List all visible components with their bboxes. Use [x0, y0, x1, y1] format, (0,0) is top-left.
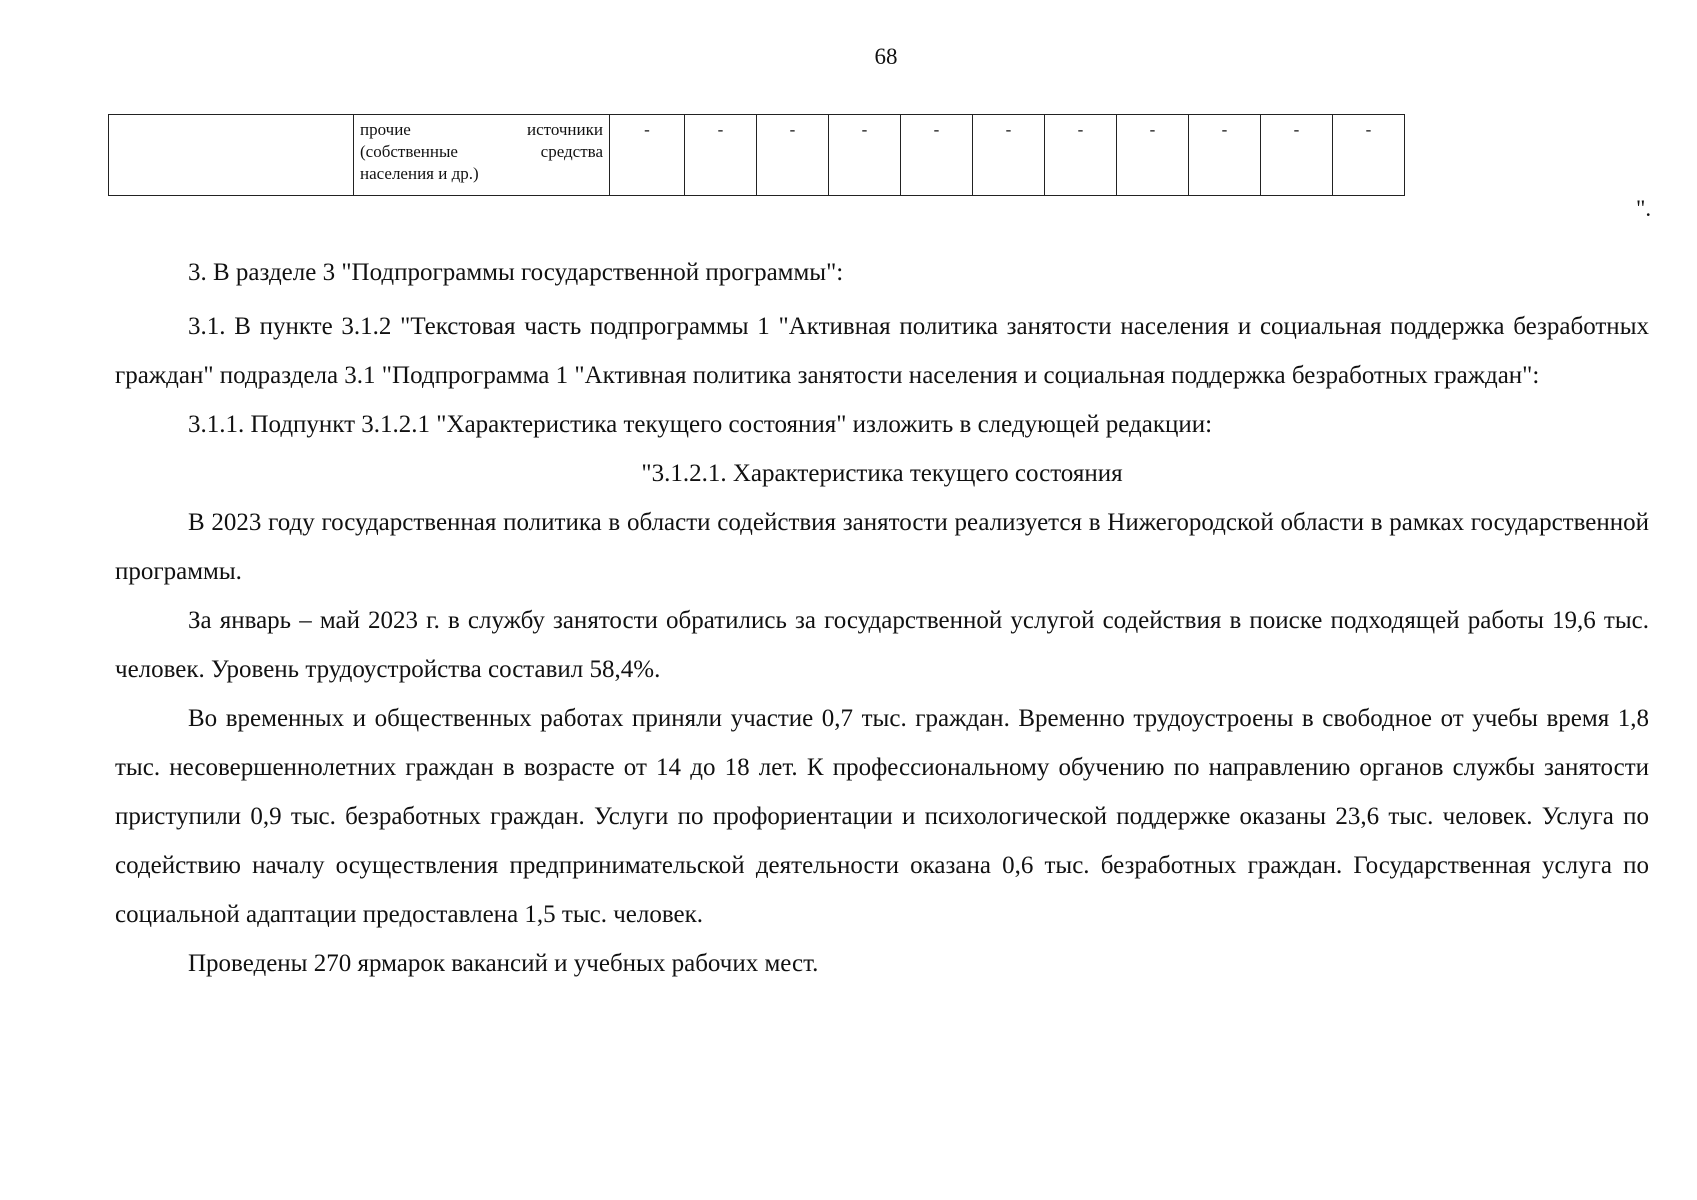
table-cell-source-label	[354, 115, 610, 196]
table-cell-value: -	[1117, 115, 1189, 196]
table-cell-value: -	[901, 115, 973, 196]
source-label-line: прочие источники	[360, 120, 603, 139]
table-cell-value: -	[757, 115, 829, 196]
table-cell-value: -	[685, 115, 757, 196]
table-cell-value: -	[610, 115, 685, 196]
table-cell-value: -	[1189, 115, 1261, 196]
page-number: 68	[874, 44, 898, 69]
source-label-line: населения и др.)	[360, 164, 479, 183]
paragraph: За январь – май 2023 г. в службу занятости обратились за государственной услугой содействия в поиске подходящей работы 19,6 тыс. человек. Уровень трудоустройства составил 58,4%.	[115, 607, 1649, 683]
paragraph: Во временных и общественных работах приняли участие 0,7 тыс. граждан. Временно трудоустроены в свободное от учебы время 1,8 тыс. несовершеннолетних граждан в возрасте от 14 до 18 лет. К профессиональному обучению по направлению органов службы занятости приступили 0,9 тыс. безработных граждан. Услуги по профориентации и психологической поддержке оказаны 23,6 тыс. человек. Услуга по содействию началу осуществления предпринимательской деятельности оказана 0,6 тыс. безработных граждан. Государственная услуга по социальной адаптации предоставлена 1,5 тыс. человек.	[115, 705, 1649, 928]
table-cell-value: -	[1261, 115, 1333, 196]
table-cell-value: -	[1045, 115, 1117, 196]
source-label-line: (собственные средства	[360, 142, 603, 161]
continued-table	[108, 114, 1405, 196]
paragraph-3-1: 3.1. В пункте 3.1.2 "Текстовая часть подпрограммы 1 "Активная политика занятости населения и социальная поддержка безработных граждан" подраздела 3.1 "Подпрограмма 1 "Активная политика занятости населения и социальная поддержка безработных граждан":	[115, 313, 1649, 389]
table-cell-value: -	[829, 115, 901, 196]
closing-quote: ".	[1636, 196, 1652, 221]
table-cell-empty	[109, 115, 354, 196]
paragraph-section-3: 3. В разделе 3 "Подпрограммы государственной программы":	[188, 259, 844, 286]
table-cell-value: -	[973, 115, 1045, 196]
table-cell-value: -	[1333, 115, 1405, 196]
paragraph: В 2023 году государственная политика в области содействия занятости реализуется в Нижегородской области в рамках государственной программы.	[115, 509, 1649, 585]
paragraph: Проведены 270 ярмарок вакансий и учебных рабочих мест.	[188, 950, 819, 977]
subsection-heading: "3.1.2.1. Характеристика текущего состояния	[641, 460, 1123, 487]
table-row	[109, 115, 1405, 196]
paragraph-3-1-1: 3.1.1. Подпункт 3.1.2.1 "Характеристика текущего состояния" изложить в следующей редакции:	[188, 411, 1213, 438]
document-body	[115, 248, 1649, 988]
